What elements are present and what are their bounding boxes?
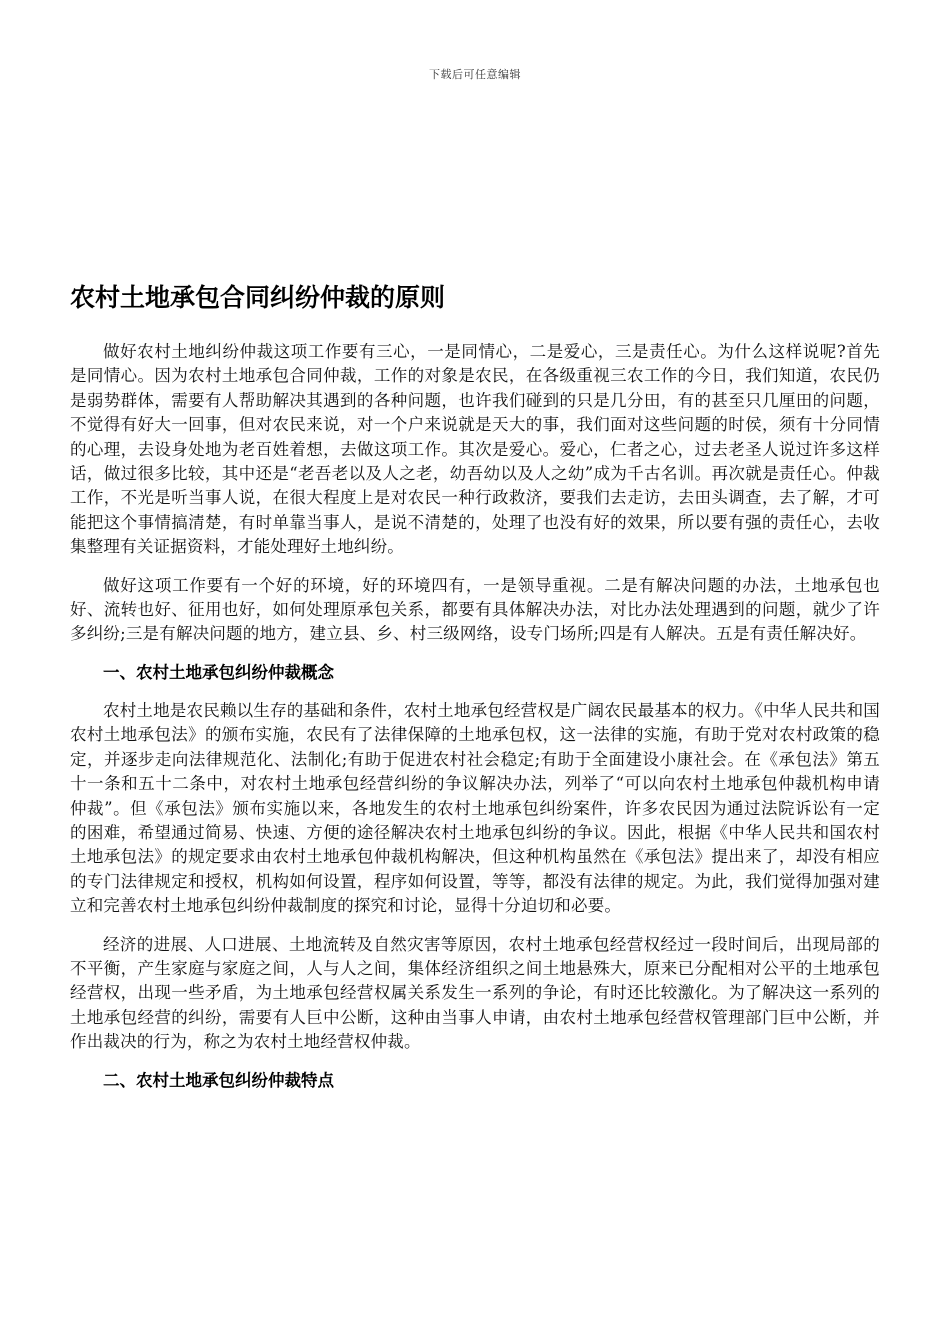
intro-paragraph-1: 做好农村土地纠纷仲裁这项工作要有三心，一是同情心，二是爱心，三是责任心。为什么这样说呢?首先是同情心。因为农村土地承包合同仲裁，工作的对象是农民，在各级重视三农工作的今日，我们知道，农民仍是弱势群体，需要有人帮助解决其遇到的各种问题，也许我们碰到的只是几分田，有的甚至只几厘田的问题，不觉得有好大一回事，但对农民来说，对一个户来说就是天大的事，我们面对这些问题的时侯，须有十分同情的心理，去设身处地为老百姓着想，去做这项工作。其次是爱心。爱心，仁者之心，过去老圣人说过许多这样话，做过很多比较，其中还是“老吾老以及人之老，幼吾幼以及人之幼”成为千古名训。再次就是责任心。仲裁工作，不光是听当事人说，在很大程度上是对农民一种行政救济，要我们去走访，去田头调查，去了解，才可能把这个事情搞清楚，有时单靠当事人，是说不清楚的，处理了也没有好的效果，所以要有强的责任心，去收集整理有关证据资料，才能处理好土地纠纷。 xyxy=(70,342,880,557)
section-heading-2: 二、农村土地承包纠纷仲裁特点 xyxy=(103,1070,334,1090)
document-title: 农村土地承包合同纠纷仲裁的原则 xyxy=(70,283,446,312)
section1-paragraph-1: 农村土地是农民赖以生存的基础和条件，农村土地承包经营权是广阔农民最基本的权力。《中华人民共和国农村土地承包法》的颁布实施，农民有了法律保障的土地承包权，这一法律的实施，有助于党对农村政策的稳定，并逐步走向法律规范化、法制化;有助于促进农村社会稳定;有助于全面建设小康社会。在《承包法》第五十一条和五十二条中，对农村土地承包经营纠纷的争议解决办法，列举了“可以向农村土地承包仲裁机构申请仲裁”。但《承包法》颁布实施以来，各地发生的农村土地承包纠纷案件，许多农民因为通过法院诉讼有一定的困难，希望通过简易、快速、方便的途径解决农村土地承包纠纷的争议。因此，根据《中华人民共和国农村土地承包法》的规定要求由农村土地承包仲裁机构解决，但这种机构虽然在《承包法》提出来了，却没有相应的专门法律规定和授权，机构如何设置，程序如何设置，等等，都没有法律的规定。为此，我们觉得加强对建立和完善农村土地承包纠纷仲裁制度的探究和讨论，显得十分迫切和必要。 xyxy=(70,700,880,916)
document-body xyxy=(70,280,880,1107)
header-note: 下载后可任意编辑 xyxy=(429,68,521,81)
section-heading-1: 一、农村土地承包纠纷仲裁概念 xyxy=(103,662,334,682)
intro-paragraph-2: 做好这项工作要有一个好的环境，好的环境四有，一是领导重视。二是有解决问题的办法，土地承包也好、流转也好、征用也好，如何处理原承包关系，都要有具体解决办法，对比办法处理遇到的问题，就少了许多纠纷;三是有解决问题的地方，建立县、乡、村三级网络，设专门场所;四是有人解决。五是有责任解决好。 xyxy=(70,575,880,644)
section1-paragraph-2: 经济的进展、人口进展、土地流转及自然灾害等原因，农村土地承包经营权经过一段时间后，出现局部的不平衡，产生家庭与家庭之间，人与人之间，集体经济组织之间土地悬殊大，原来已分配相对公平的土地承包经营权，出现一些矛盾，为土地承包经营权属关系发生一系列的争论，有时还比较激化。为了解决这一系列的土地承包经营的纠纷，需要有人巨中公断，这种由当事人申请，由农村土地承包经营权管理部门巨中公断，并作出裁决的行为，称之为农村土地经营权仲裁。 xyxy=(70,934,880,1052)
